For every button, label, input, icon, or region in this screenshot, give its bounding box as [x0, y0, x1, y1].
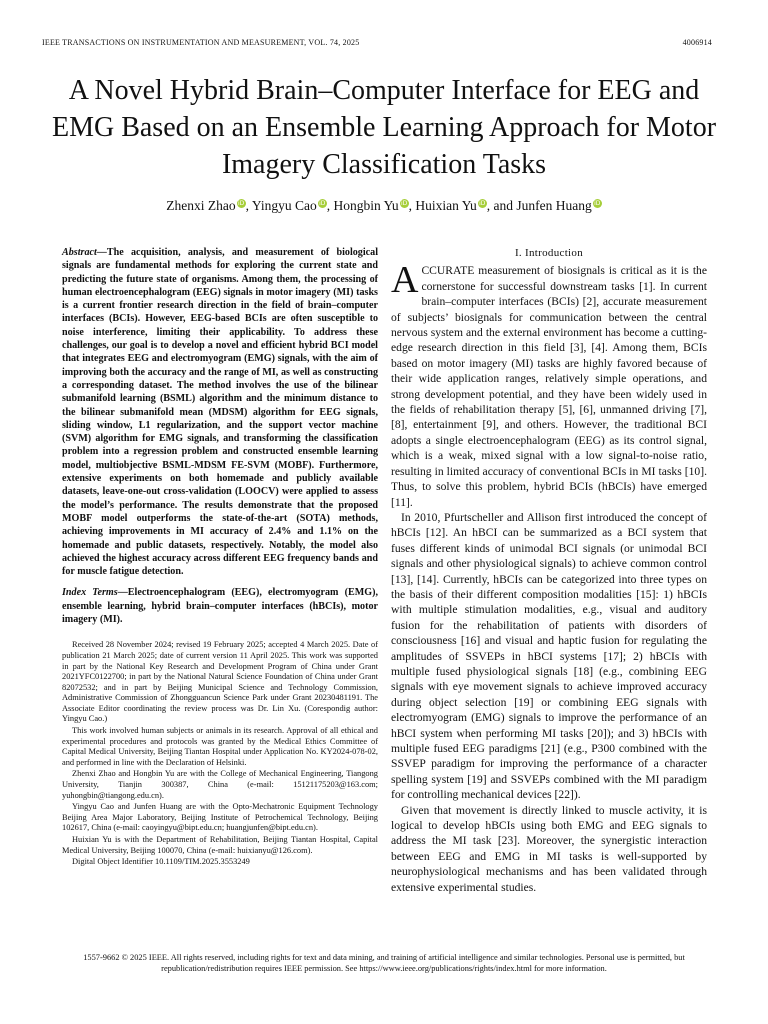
footnotes	[62, 640, 378, 867]
right-column	[391, 246, 707, 895]
index-terms	[62, 586, 378, 626]
author-separator: ,	[245, 198, 252, 213]
intro-paragraph-1	[391, 259, 707, 510]
author-name: Hongbin Yu	[333, 198, 399, 213]
author-name: Huixian Yu	[415, 198, 477, 213]
footnote-ethics: This work involved human subjects or animals in its research. Approval of all ethical and experimental procedures and protocols was granted by the Medical Ethics Committee of Capital Medical University, Beijing Tiantan Hospital under Application No. KY2024-078-02, and performed in line with the Declaration of Helsinki.	[62, 726, 378, 767]
footnote-received: Received 28 November 2024; revised 19 February 2025; accepted 4 March 2025. Date of publication 21 March 2025; date of current version 11 April 2025. This work was supported in part by the National Key Research and Development Program of China under Grant 2021YFC0122700; in part by the National Natural Science Foundation of China under Grant 82072532; and in part by Beijing Municipal Science and Technology Commission, Administrative Commission of Zhongguancun Science Park under Grant 20230481191. The Associate Editor coordinating the review process was Dr. Lin Xu. (Corespondig author: Yingyu Cao.)	[62, 640, 378, 724]
author-list	[40, 198, 728, 214]
index-terms-text: Electroencephalogram (EEG), electromyogram (EMG), ensemble learning, hybrid brain–computer interfaces (hBCIs), motor imagery (MI).	[62, 587, 378, 626]
abstract	[62, 246, 378, 578]
intro-paragraph-1-text: CCURATE measurement of biosignals is critical as it is the cornerstone for successful downstream tasks [1]. In current brain–computer interfaces (BCIs) [2], accurate measurement of subjects’ biosignals for communication between the central nervous system and the external environment has become a cutting-edge research direction in this field [3], [4]. Among them, BCIs based on motor imagery (MI) tasks are highly favored because of their wide application ranges, relatively simple operations, and strong development potential, and they have been widely used in the fields of rehabilitation therapy [5], [6], unmanned driving [7], [8], entertainment [9], and others. However, the traditional BCI adopts a single electroencephalogram (EEG) as its control signal, which is a weak, mixed signal with a low signal-to-noise ratio, resulting in limited accuracy of conventional BCIs in MI tasks [10]. Thus, to solve this problem, hybrid BCIs (hBCIs) have emerged [11].	[391, 264, 707, 509]
footnote-affiliation-3: Huixian Yu is with the Department of Rehabilitation, Beijing Tiantan Hospital, Capital Medical University, Beijing 100070, China (e-mail: huixianyu@126.com).	[62, 835, 378, 855]
orcid-icon[interactable]: iD	[319, 199, 326, 207]
orcid-icon[interactable]: iD	[400, 199, 408, 207]
left-column	[62, 246, 378, 868]
footnote-affiliation-2: Yingyu Cao and Junfen Huang are with the Opto-Mechatronic Equipment Technology Beijing Area Major Laboratory, Beijing Institute of Petrochemical Technology, Beijing 102617, China (e-mail: caoyingyu@bipt.edu.cn; huangjunfen@bipt.edu.cn).	[62, 802, 378, 833]
journal-name: IEEE TRANSACTIONS ON INSTRUMENTATION AND MEASUREMENT, VOL. 74, 2025	[42, 38, 360, 47]
author-separator: ,	[408, 198, 416, 213]
section-heading-introduction: I. Introduction	[514, 247, 584, 259]
author-name: Yingyu Cao	[251, 198, 317, 213]
intro-paragraph-3: Given that movement is directly linked to muscle activity, it is logical to develop hBCIs using both EMG and EEG signals to address the MI task [23]. Moreover, the synergistic interaction between EEG and EMG in MI tasks is well-supported by neurophysiological mechanisms and has been validated through extensive experimental studies.	[391, 803, 707, 894]
orcid-icon[interactable]: iD	[237, 199, 245, 207]
article-number: 4006914	[682, 38, 712, 47]
orcid-icon[interactable]: iD	[479, 199, 486, 207]
author-name: Zhenxi Zhao	[166, 198, 236, 213]
author-name: Junfen Huang	[516, 198, 592, 213]
abstract-lead: Abstract—	[62, 247, 107, 258]
footnote-affiliation-1: Zhenxi Zhao and Hongbin Yu are with the College of Mechanical Engineering, Tiangong University, Tianjin 300387, China (e-mail: 15121175203@163.com; yuhongbin@tiangong.edu.cn).	[62, 769, 378, 800]
index-terms-lead: Index Terms—	[62, 587, 128, 599]
intro-paragraph-2: In 2010, Pfurtscheller and Allison first introduced the concept of hBCIs [12]. An hBCI can be summarized as a BCI system that fuses different kinds of unimodal BCI signals (or unimodal BCI signals and other physiological signals) to achieve common control [13], [14]. Currently, hBCIs can be categorized into three types on the basis of their different composition modalities [15]: 1) hBCIs with multiple stimulation modalities, e.g., visual and auditory fusion for the rehabilitation of patients with disorders of consciousness [16] and visual and haptic fusion for regulating the amplitudes of SSVEPs in hBCI systems [17]; 2) hBCIs with multiple fused physiological signals [18] (e.g., combining EEG signals with eye movement signals to achieve improved accuracy during object selection [19] or combining EEG signals with electromyogram (EMG) signals to improve the performance of an hBCI system when performing MI tasks [20]); and 3) hBCIs with multiple fused EEG paradigms [21] (e.g., P300 combined with the SSVEP paradigm for improving the performance of a character spelling system [19] and SSVEPs combined with the MI paradigm for controlling mechanical devices [22]).	[391, 510, 707, 802]
paper-title: A Novel Hybrid Brain–Computer Interface for EEG and EMG Based on an Ensemble Learning Approach for Motor Imagery Classification Tasks	[51, 75, 717, 180]
drop-cap: A	[391, 259, 419, 302]
author-separator: ,	[326, 198, 334, 213]
running-header	[42, 38, 712, 47]
copyright-notice: 1557-9662 © 2025 IEEE. All rights reserved, including rights for text and data mining, and training of artificial intelligence and similar technologies. Personal use is permitted, but republication/redistribution requires IEEE permission. See https://www.ieee.org/publications/rights/index.html for more information.	[83, 953, 685, 973]
footnote-doi: Digital Object Identifier 10.1109/TIM.2025.3553249	[72, 857, 250, 867]
orcid-icon[interactable]: iD	[594, 199, 601, 207]
abstract-text: The acquisition, analysis, and measurement of biological signals are fundamental methods for exploring the current state and predicting the future state of organisms. Among them, the processing of human electroencephalogram (EEG) signals in motor imagery (MI) tasks is a current frontier research direction in the field of brain–computer interfaces (BCIs). However, EEG-based BCIs are often susceptible to noise interference, limiting their applicability. To address these challenges, our goal is to develop a novel and efficient hybrid BCI model that integrates EEG and electromyogram (EMG) signals, with the aim of improving both the accuracy and the range of MI, as well as constructing a corresponding dataset. The method involves the use of the bilinear submanifold learning (BSML) algorithm and the minimum distance to the bilinear submanifold mean (MDSM) algorithm for EEG signals, sliding window, L1 regularization, and the support vector machine (SVM) algorithm for EMG signals, and transforming the classification problem into a regression problem and constructed ensemble learning model, multiobjective BSML-MDSM FE-SVM (MOBF). Furthermore, extensive experiments on both homemade and publicly available datasets, leave-one-out cross-validation (LOOCV) were applied to assess the model’s performance. The results demonstrate that the proposed MOBF model outperforms the state-of-the-art (SOTA) methods, achieving improvements in MI accuracy of 2.4% and 1.1% on the homemade and public datasets, respectively. Notably, the model also achieved the highest accuracy across different EEG frequency bands and for muscle fatigue detection.	[62, 247, 378, 578]
author-separator: , and	[486, 198, 517, 213]
